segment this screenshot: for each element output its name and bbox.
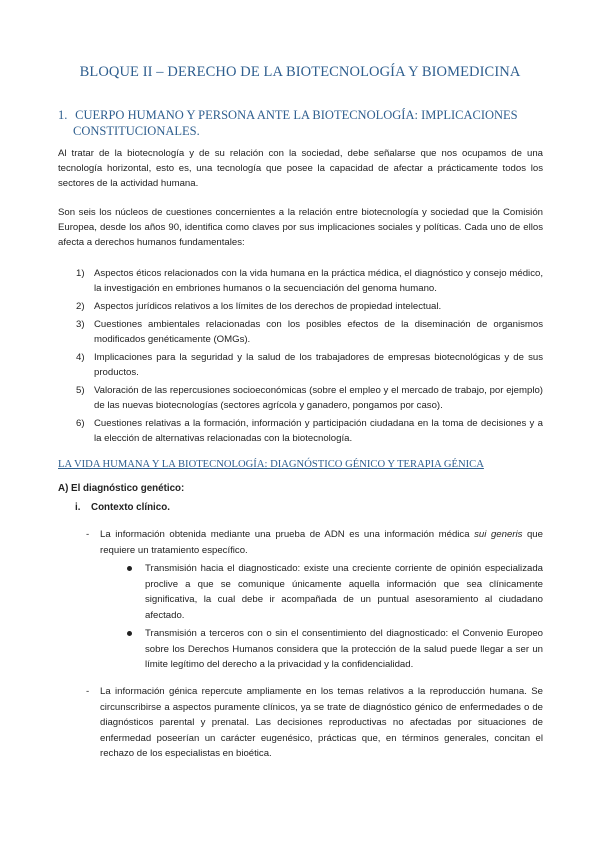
- dash-marker: -: [86, 686, 90, 697]
- dash-item-informacion: [86, 527, 543, 558]
- list-item: [58, 317, 543, 347]
- list-item: [58, 266, 543, 296]
- list-item-text: Valoración de las repercusiones socioeconómicas (sobre el empleo y el mercado de trabajo, por ejemplo) de las nuevas biotecnologías (sectores agrícola y ganadero, pongamos por caso).: [94, 385, 543, 411]
- subsection-heading: LA VIDA HUMANA Y LA BIOTECNOLOGÍA: DIAGNÓSTICO GÉNICO Y TERAPIA GÉNICA: [58, 459, 484, 470]
- heading-i-number: i.: [75, 502, 81, 513]
- dash-text: La información génica repercute ampliamente en los temas relativos a la reproducción humana. Se circunscribirse a aspectos puramente clínicos, ya se trate de diagnóstico génico de enfermedades o de diagnósticos parental y prenatal. Las decisiones reproductivas no afectadas por situaciones de enfermedad poseerían un carácter eugenésico, prácticas que, en términos generales, concitan el rechazo de los especialistas en bioética.: [100, 686, 543, 759]
- bullet-text: Transmisión a terceros con o sin el consentimiento del diagnosticado: el Convenio Europeo sobre los Derechos Humanos considera que la protección de la salud puede llegar a ser un límite legítimo del derecho a la privacidad y la confidencialidad.: [145, 628, 543, 670]
- heading-i-label: Contexto clínico.: [91, 502, 170, 513]
- bullet-dot: [127, 631, 132, 636]
- dash-text-before: La información obtenida mediante una prueba de ADN es una información médica: [100, 529, 475, 540]
- dash-item-reproduccion: [86, 684, 543, 762]
- dash-text-italic: sui generis: [474, 529, 523, 540]
- list-item-text: Cuestiones ambientales relacionadas con los posibles efectos de la diseminación de organismos modificados genéticamente (OMGs).: [94, 319, 543, 345]
- heading-diagnostico: A) El diagnóstico genético:: [58, 483, 185, 494]
- list-item-number: 4): [76, 352, 85, 363]
- page-title: BLOQUE II – DERECHO DE LA BIOTECNOLOGÍA Y BIOMEDICINA: [79, 64, 521, 80]
- bullet-item-diagnosticado: [145, 561, 543, 623]
- list-item-number: 2): [76, 301, 85, 312]
- intro-paragraph: Al tratar de la biotecnología y de su relación con la sociedad, debe señalarse que nos ocupamos de una tecnología horizontal, esto es, una tecnología que posee la capacidad de afectar a prácticamente todos los sectores de la actividad humana.: [58, 148, 543, 189]
- list-item: [58, 299, 543, 314]
- section-number: 1.: [58, 108, 68, 122]
- list-item-number: 1): [76, 268, 85, 279]
- section-heading-line1: CUERPO HUMANO Y PERSONA ANTE LA BIOTECNOLOGÍA: IMPLICACIONES: [75, 108, 518, 122]
- bullet-item-terceros: [145, 626, 543, 673]
- list-item-number: 3): [76, 319, 85, 330]
- list-item-number: 5): [76, 385, 85, 396]
- list-item: [58, 383, 543, 413]
- dash-marker: -: [86, 529, 90, 540]
- list-item-text: Implicaciones para la seguridad y la salud de los trabajadores de empresas biotecnológicas y de sus productos.: [94, 352, 543, 378]
- section-heading: [58, 107, 543, 139]
- list-item-text: Aspectos jurídicos relativos a los límites de los derechos de propiedad intelectual.: [94, 301, 442, 312]
- dash-text-after: que requiere un tratamiento específico.: [100, 529, 543, 556]
- list-item-text: Aspectos éticos relacionados con la vida humana en la práctica médica, el diagnóstico y consejo médico, la investigación en embriones humanos o la secuenciación del genoma humano.: [94, 268, 543, 294]
- list-item-number: 6): [76, 418, 85, 429]
- heading-contexto-clinico: [75, 502, 170, 513]
- bullet-text: Transmisión hacia el diagnosticado: existe una creciente corriente de opinión especializada proclive a que se comunique únicamente aquella información que sea clínicamente significativa, la cual debe ir acompañada de un puntual asesoramiento al ciudadano afectado.: [145, 563, 543, 621]
- list-item-text: Cuestiones relativas a la formación, información y participación ciudadana en la toma de decisiones y a la elección de alternativas relacionadas con la biotecnología.: [94, 418, 543, 444]
- issues-list: [58, 266, 543, 449]
- list-item: [58, 416, 543, 446]
- list-item: [58, 350, 543, 380]
- section-heading-line2: CONSTITUCIONALES.: [73, 124, 200, 138]
- nucleos-paragraph: Son seis los núcleos de cuestiones concernientes a la relación entre biotecnología y sociedad que la Comisión Europea, desde los años 90, identifica como claves por sus implicaciones sociales y políticas. Cada uno de ellos afecta a derechos humanos fundamentales:: [58, 207, 543, 248]
- bullet-dot: [127, 566, 132, 571]
